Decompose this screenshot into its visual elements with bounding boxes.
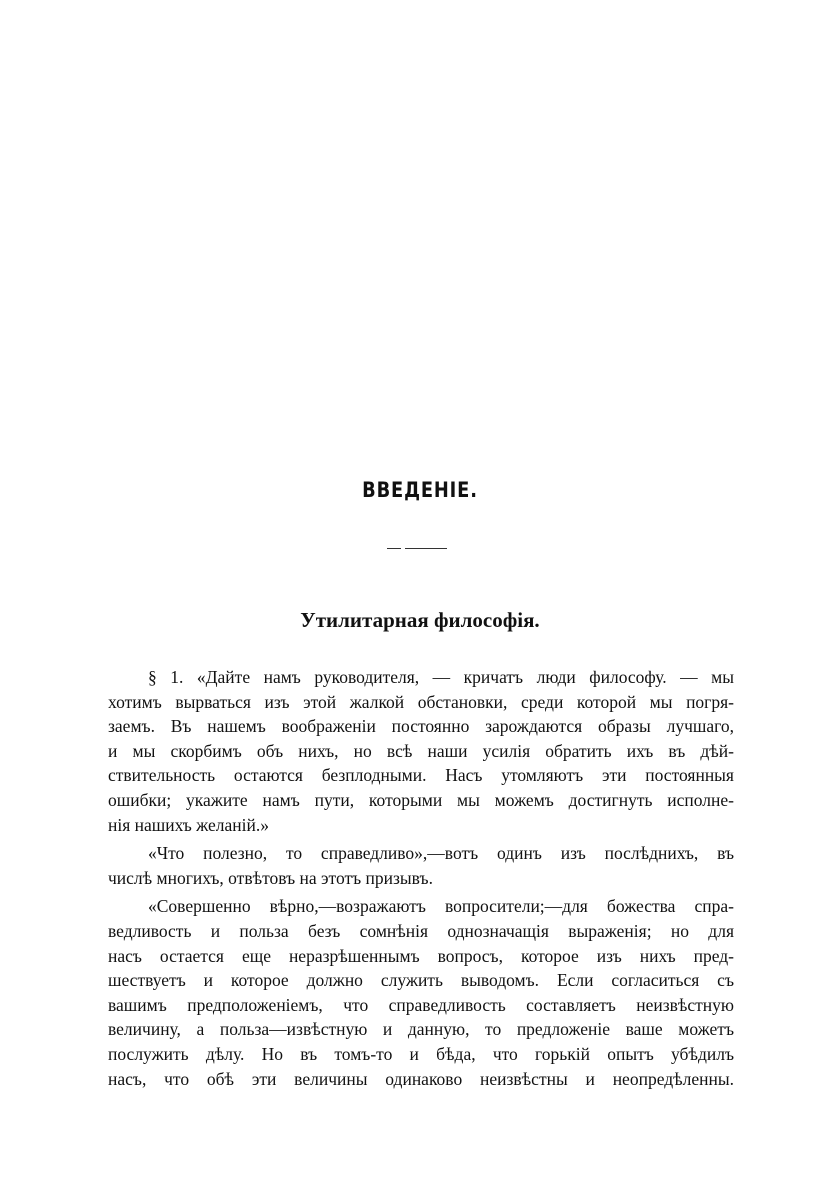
text-line: ошибки; укажите намъ пути, которыми мы можемъ достигнуть исполне- bbox=[108, 789, 734, 810]
text-line: величину, а польза—извѣстную и данную, то предложеніе ваше можетъ bbox=[108, 1019, 734, 1040]
decorative-rule bbox=[387, 548, 447, 549]
text-line: «Что полезно, то справедливо»,—вотъ одинъ изъ послѣднихъ, въ bbox=[148, 843, 734, 864]
text-line: насъ остается еще неразрѣшеннымъ вопросъ, которое изъ нихъ пред- bbox=[108, 945, 734, 966]
text-line: вашимъ предположеніемъ, что справедливость составляетъ неизвѣстную bbox=[108, 994, 734, 1015]
text-line: числѣ многихъ, отвѣтовъ на этотъ призывъ. bbox=[108, 867, 433, 888]
body-text bbox=[108, 665, 734, 1091]
text-line: ствительность остаются безплодными. Насъ утомляютъ эти постоянныя bbox=[108, 765, 734, 786]
text-line: нія нашихъ желаній.» bbox=[108, 814, 269, 835]
text-line: «Совершенно вѣрно,—возражаютъ вопросители;—для божества спра- bbox=[148, 896, 734, 917]
text-line: послужить дѣлу. Но въ томъ-то и бѣда, что горькій опытъ убѣдилъ bbox=[108, 1043, 734, 1064]
text-line: ведливость и польза безъ сомнѣнія однозначащія выраженія; но для bbox=[108, 920, 734, 941]
text-line: § 1. «Дайте намъ руководителя, — кричатъ люди философу. — мы bbox=[148, 667, 734, 687]
section-subtitle: Утилитарная философія. bbox=[300, 608, 540, 632]
text-line: и мы скорбимъ объ нихъ, но всѣ наши усилія обратить ихъ въ дѣй- bbox=[108, 740, 734, 761]
text-line: шествуетъ и которое должно служить выводомъ. Если согласиться съ bbox=[108, 970, 734, 991]
chapter-heading: ВВЕДЕНІЕ. bbox=[362, 478, 478, 502]
text-line: хотимъ вырваться изъ этой жалкой обстановки, среди которой мы погря- bbox=[108, 691, 734, 712]
text-line: насъ, что обѣ эти величины одинаково неизвѣстны и неопредѣленны. bbox=[108, 1068, 734, 1089]
text-line: заемъ. Въ нашемъ воображеніи постоянно зарождаются образы лучшаго, bbox=[108, 716, 734, 737]
